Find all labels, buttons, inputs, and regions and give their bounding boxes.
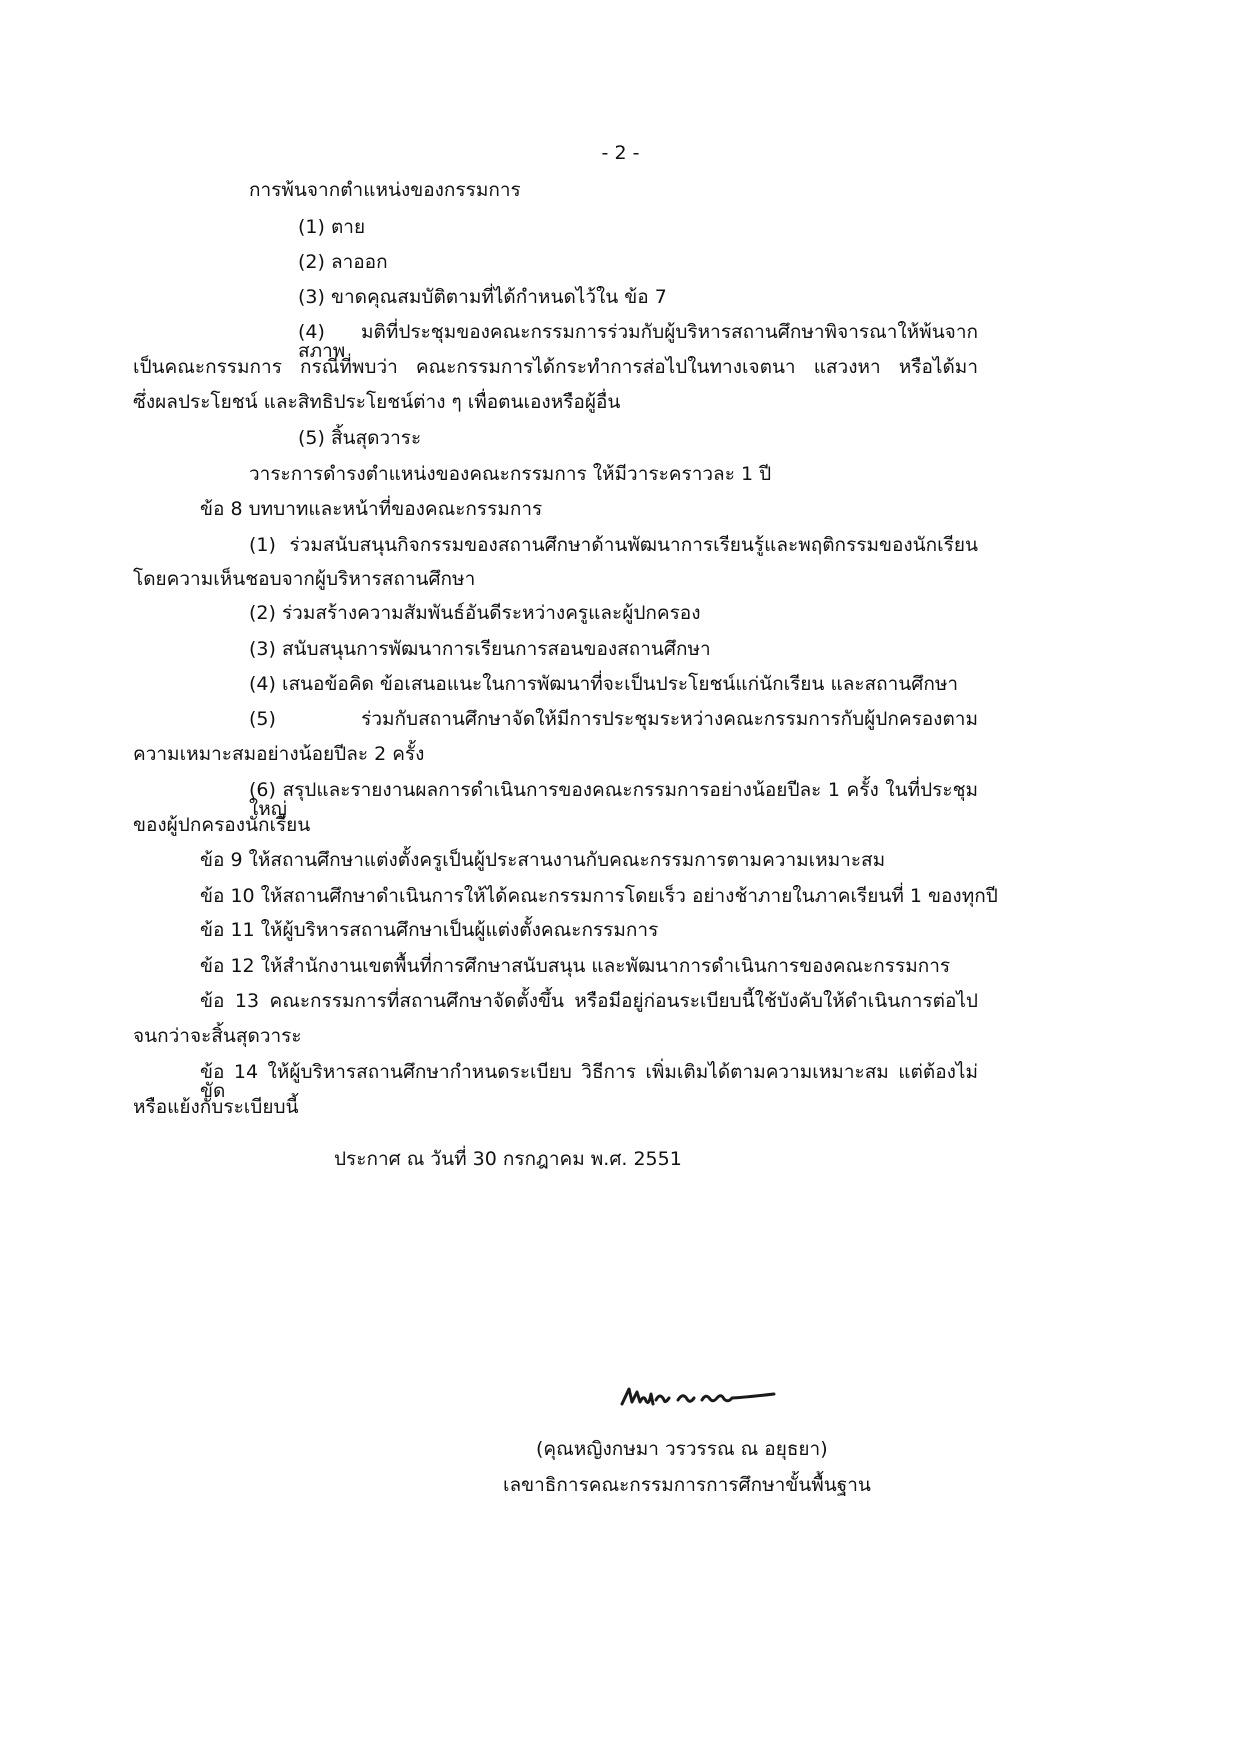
clause-item: ข้อ 12 ให้สำนักงานเขตพื้นที่การศึกษาสนับสนุน และพัฒนาการดำเนินการของคณะกรรมการ xyxy=(200,955,951,977)
duty-item: (5) ร่วมกับสถานศึกษาจัดให้มีการประชุมระหว่างคณะกรรมการกับผู้ปกครองตาม xyxy=(249,708,978,730)
termination-item: (2) ลาออก xyxy=(298,251,388,273)
duty-item: (1) ร่วมสนับสนุนกิจกรรมของสถานศึกษาด้านพัฒนาการเรียนรู้และพฤติกรรมของนักเรียน xyxy=(249,534,978,556)
signatory-name: (คุณหญิงกษมา วรวรรณ ณ อยุธยา) xyxy=(536,1438,828,1460)
termination-item: (1) ตาย xyxy=(298,216,366,238)
duty-item: (2) ร่วมสร้างความสัมพันธ์อันดีระหว่างครูและผู้ปกครอง xyxy=(249,602,701,624)
page-number: - 2 - xyxy=(601,142,640,164)
duty-item-continued: ความเหมาะสมอย่างน้อยปีละ 2 ครั้ง xyxy=(133,743,425,765)
clause-item: ข้อ 14 ให้ผู้บริหารสถานศึกษากำหนดระเบียบ วิธีการ เพิ่มเติมได้ตามความเหมาะสม แต่ต้องไม่ขัด xyxy=(200,1061,978,1102)
section-header: การพ้นจากตำแหน่งของกรรมการ xyxy=(249,179,521,201)
signatory-title: เลขาธิการคณะกรรมการการศึกษาขั้นพื้นฐาน xyxy=(503,1474,871,1496)
clause-item-continued: หรือแย้งกับระเบียบนี้ xyxy=(133,1096,299,1118)
clause-item: ข้อ 11 ให้ผู้บริหารสถานศึกษาเป็นผู้แต่งตั้งคณะกรรมการ xyxy=(200,919,659,941)
clause-item-continued: จนกว่าจะสิ้นสุดวาระ xyxy=(133,1025,302,1047)
termination-item: (3) ขาดคุณสมบัติตามที่ได้กำหนดไว้ใน ข้อ 7 xyxy=(298,286,667,308)
duty-item: (3) สนับสนุนการพัฒนาการเรียนการสอนของสถานศึกษา xyxy=(249,638,711,660)
signature-image xyxy=(618,1380,778,1412)
duty-item-continued: ของผู้ปกครองนักเรียน xyxy=(133,814,311,836)
clause-item: ข้อ 13 คณะกรรมการที่สถานศึกษาจัดตั้งขึ้น หรือมีอยู่ก่อนระเบียบนี้ใช้บังคับให้ดำเนินการต่อไป xyxy=(200,990,978,1012)
term-text: วาระการดำรงตำแหน่งของคณะกรรมการ ให้มีวาระคราวละ 1 ปี xyxy=(249,463,772,485)
duty-item: (4) เสนอข้อคิด ข้อเสนอแนะในการพัฒนาที่จะเป็นประโยชน์แก่นักเรียน และสถานศึกษา xyxy=(249,673,959,695)
clause-item: ข้อ 9 ให้สถานศึกษาแต่งตั้งครูเป็นผู้ประสานงานกับคณะกรรมการตามความเหมาะสม xyxy=(200,849,886,871)
termination-item: (4) มติที่ประชุมของคณะกรรมการร่วมกับผู้บริหารสถานศึกษาพิจารณาให้พ้นจากสภาพ xyxy=(298,321,978,362)
clause-8-title: ข้อ 8 บทบาทและหน้าที่ของคณะกรรมการ xyxy=(200,498,543,520)
duty-item: (6) สรุปและรายงานผลการดำเนินการของคณะกรรมการอย่างน้อยปีละ 1 ครั้ง ในที่ประชุมใหญ่ xyxy=(249,779,978,820)
clause-item: ข้อ 10 ให้สถานศึกษาดำเนินการให้ได้คณะกรรมการโดยเร็ว อย่างช้าภายในภาคเรียนที่ 1 ของทุกปี xyxy=(200,885,998,907)
termination-item: (5) สิ้นสุดวาระ xyxy=(298,427,422,449)
termination-item-continued: เป็นคณะกรรมการ กรณีที่พบว่า คณะกรรมการได้กระทำการส่อไปในทางเจตนา แสวงหา หรือได้มา xyxy=(133,356,978,378)
termination-item-continued: ซึ่งผลประโยชน์ และสิทธิประโยชน์ต่าง ๆ เพื่อตนเองหรือผู้อื่น xyxy=(133,391,621,413)
duty-item-continued: โดยความเห็นชอบจากผู้บริหารสถานศึกษา xyxy=(133,568,476,590)
announcement-date: ประกาศ ณ วันที่ 30 กรกฎาคม พ.ศ. 2551 xyxy=(334,1148,682,1170)
